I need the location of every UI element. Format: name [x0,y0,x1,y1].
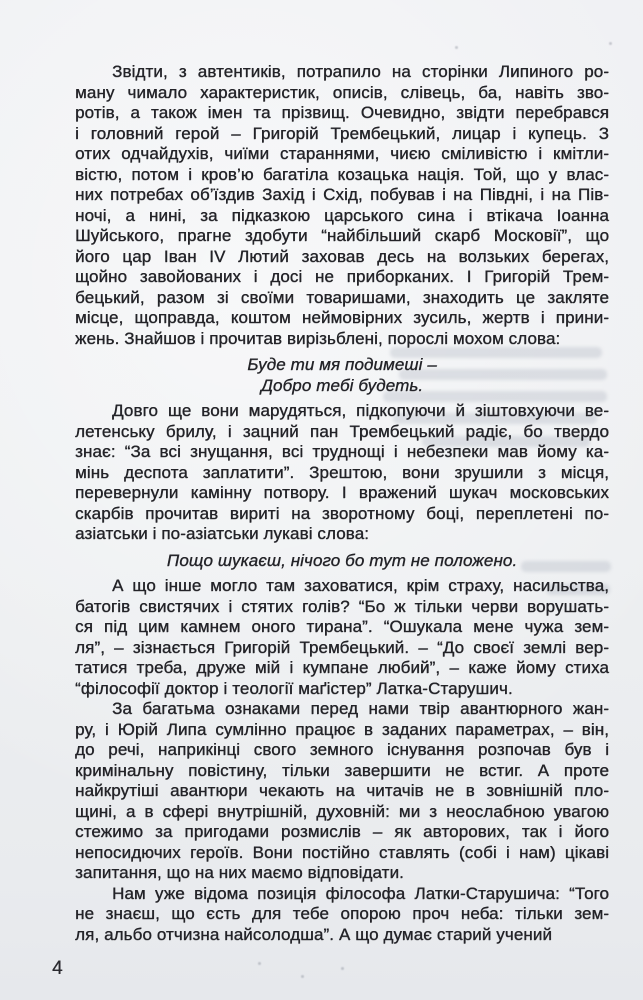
text-line: Звідти, з автентиків, потрапило на сторінки Липиного ро- [112,62,609,81]
text-line: щойно завойованих і досі не приборканих. І Григорій Трем- [75,267,609,286]
text-line: бецький, разом зі своїми товаришами, знаходить це закляте [75,287,609,307]
text-line: татися треба, друже мій і кумпане любий”, – каже йому стиха [75,658,609,677]
text-line: Довго ще вони марудяться, підкопуючи й зіштовхуючи ве- [112,401,609,420]
page-number: 4 [52,958,63,979]
text-line: ночі, а нині, за підказкою царського сина і втікача Іоанна [75,205,609,225]
text-line: запитання, що на них маємо відповідати. [75,863,404,882]
verse-line: Буде ти мя подимеші – [247,355,437,374]
text-line: перевернули камінну потвору. І вражений шукач московських [75,483,609,502]
text-line: щині, а в сфері внутрішній, духовній: ми з неослабною увагою [75,801,609,821]
text-line: ману чимало характеристик, описів, слівець, ба, навіть зво- [75,82,609,102]
text-block [75,62,609,945]
verse-block [75,545,609,577]
prose-paragraph [75,62,609,349]
prose-paragraph [75,401,609,545]
text-line: Нам уже відома позиція філософа Латки-Старушича: “Того [112,883,609,903]
text-line: жень. Знайшов і прочитав вирізьблені, порослі мохом слова: [75,328,561,348]
text-line: ру, і Юрій Липа сумлінно працює в заданих параметрах, – він, [75,719,609,739]
text-line: непосидючих героїв. Вони постійно ставлять (собі і нам) цікаві [75,842,609,862]
text-line: мінь деспота заплатити”. Зрештою, вони зрушили з місця, [75,462,609,482]
text-line: ся під цим камнем оного тирана”. “Ошукала мене чужа зем- [75,617,609,636]
verse-line: Добро тебі будеть. [260,375,424,395]
dust-speck [609,42,612,45]
text-line: знає: “За всі знущання, всі труднощі і небезпеки мав йому ка- [75,442,609,461]
text-line: його цар Іван IV Лютий заховав десь на волзьких берегах, [75,246,609,266]
text-line: місце, щоправда, коштом неймовірних зусиль, жертв і прини- [75,308,609,327]
text-line: ля”, – зізнається Григорій Трембецький. – “До своєї землі вер- [75,637,609,657]
text-line: до речі, наприкінці свого земного існування розпочав був і [75,740,609,759]
text-line: За багатьма ознаками перед нами твір авантюрного жан- [112,699,609,718]
text-line: вістю, потом і кров’ю багатіла козацька нація. Той, що у влас- [75,164,609,184]
text-line: Шуйського, прагне здобути “найбільший скарб Московії”, що [75,226,609,245]
text-line: “філософії доктор і теології маґістер” Латка-Старушич. [75,678,513,698]
text-line: не знаєш, що єсть для тебе опорою проч неба: тільки зем- [75,904,609,923]
text-line: А що інше могло там заховатися, крім страху, насильства, [112,576,609,595]
text-line: кримінальну повістину, тільки завершити не встиг. А проте [75,760,609,780]
text-line: отих одчайдухів, чиїми стараннями, чиєю сміливістю і кмітли- [75,144,609,163]
dust-speck [341,967,344,970]
prose-paragraph [75,576,609,699]
text-line: летенську брилу, і зацний пан Трембецький радіє, бо твердо [75,421,609,441]
dust-speck [301,975,304,978]
prose-paragraph [75,699,609,884]
dust-speck [455,46,458,49]
text-line: скарбів прочитав вириті на зворотному боці, переплетені по- [75,503,609,523]
text-line: ля, альбо отчизна найсолодша”. А що думає старий учений [75,924,552,944]
text-line: і головний герой – Григорій Трембецький, лицар і купець. З [75,123,609,143]
text-line: батогів свистячих і стятих голів? “Бо ж тільки черви ворушать- [75,596,609,616]
verse-block [75,349,609,401]
text-line: стежимо за пригодами розмислів – як авторових, так і його [75,822,609,841]
text-line: них потребах об’їздив Захід і Схід, побував і на Півдні, і на Пів- [75,185,609,204]
prose-paragraph [75,884,609,946]
text-line: ротів, а також імен та прізвищ. Очевидно, звідти перебрався [75,103,609,122]
text-line: найкрутіші авантюри чекають на читачів не в зовнішній пло- [75,781,609,800]
dust-speck [258,962,261,965]
verse-line: Пощо шукаєш, нічого бо тут не положено. [166,550,518,570]
text-line: азіатськи і по-азіатськи лукаві слова: [75,524,369,543]
